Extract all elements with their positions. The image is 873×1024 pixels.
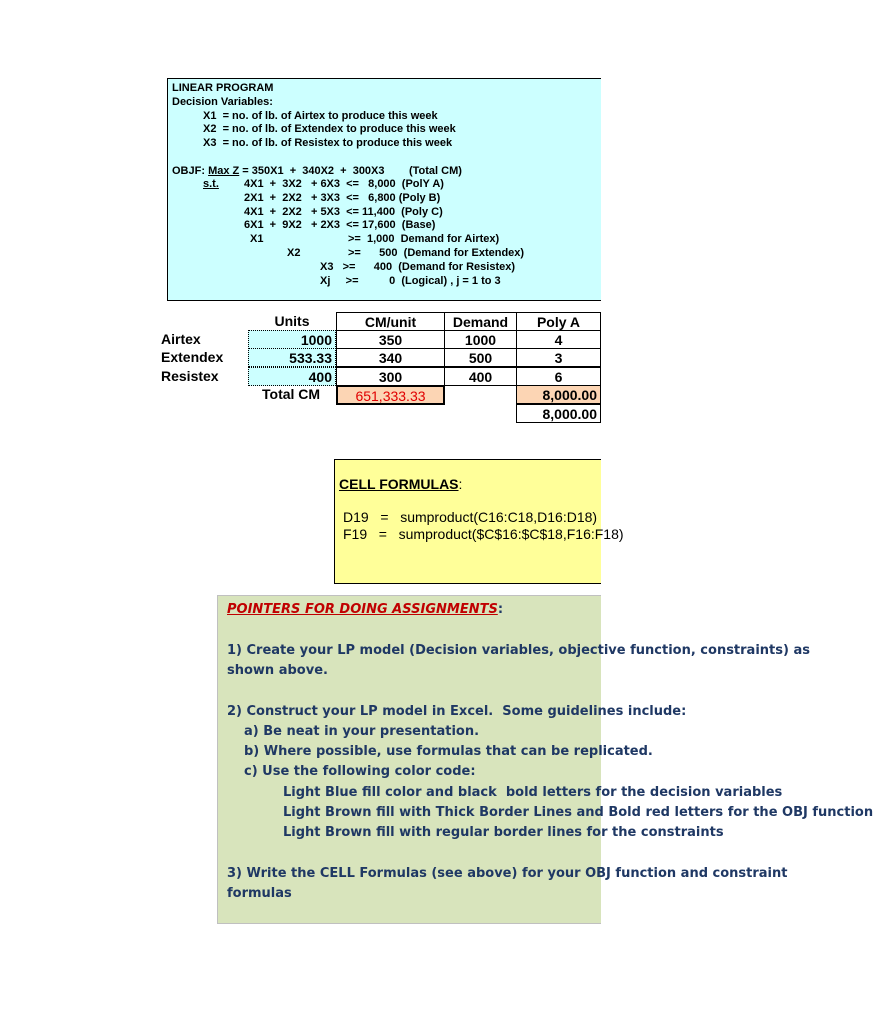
cell-formulas-box	[334, 459, 624, 584]
lp-var-x2: X2 = no. of lb. of Extendex to produce this week	[203, 123, 456, 135]
header-units: Units	[274, 313, 310, 329]
poly-cell-airtex[interactable]: 4	[516, 330, 601, 349]
row-label-resistex: Resistex	[161, 368, 219, 384]
lp-objf-label: OBJF:	[172, 165, 209, 177]
total-cm-value[interactable]: 651,333.33	[336, 385, 445, 405]
poly-a-total[interactable]: 8,000.00	[516, 385, 601, 404]
units-cell-airtex[interactable]: 1000	[248, 330, 336, 349]
lp-objective: = 350X1 + 340X2 + 300X3 (Total CM)	[239, 165, 462, 177]
lp-constraint-xj: Xj >= 0 (Logical) , j = 1 to 3	[320, 275, 501, 287]
lp-constraint-base: 6X1 + 9X2 + 2X3 <= 17,600 (Base)	[244, 219, 436, 231]
lp-title: LINEAR PROGRAM	[172, 82, 274, 94]
cm-cell-airtex[interactable]: 350	[336, 330, 445, 349]
header-cm-unit: CM/unit	[336, 312, 445, 331]
units-cell-resistex[interactable]: 400	[248, 367, 336, 386]
lp-constraint-x2: >= 500 (Demand for Extendex)	[348, 247, 525, 259]
lp-constraint-x1: >= 1,000 Demand for Airtex)	[348, 233, 500, 245]
lp-var-x1: X1 = no. of lb. of Airtex to produce this week	[203, 110, 438, 122]
pointer-2c: c) Use the following color code:	[244, 764, 476, 779]
formula-f19: F19 = sumproduct($C$16:$C$18,F16:F18)	[343, 526, 624, 542]
demand-cell-airtex[interactable]: 1000	[444, 330, 517, 349]
lp-max-z: Max Z	[208, 165, 240, 177]
units-cell-extendex[interactable]: 533.33	[248, 348, 336, 367]
demand-cell-resistex[interactable]: 400	[444, 367, 517, 386]
lp-constraint-x3: X3 >= 400 (Demand for Resistex)	[320, 261, 516, 273]
formula-d19: D19 = sumproduct(C16:C18,D16:D18)	[343, 509, 598, 525]
pointers-box	[217, 595, 873, 924]
pointer-3-line-2: formulas	[227, 886, 292, 901]
cm-cell-extendex[interactable]: 340	[336, 348, 445, 367]
lp-st-label: s.t.	[203, 178, 219, 190]
cell-formulas-title-line	[339, 476, 462, 492]
linear-program-box	[167, 78, 601, 301]
cell-formulas-title: CELL FORMULAS	[339, 476, 459, 492]
header-demand: Demand	[444, 312, 517, 331]
lp-constraint-poly-b: 2X1 + 2X2 + 3X3 <= 6,800 (Poly B)	[244, 192, 441, 204]
pointer-2-line-1: 2) Construct your LP model in Excel. Some guidelines include:	[227, 704, 687, 719]
color-code-light-blue: Light Blue fill color and black bold letters for the decision variables	[283, 785, 783, 800]
lp-constraint-poly-c: 4X1 + 2X2 + 5X3 <= 11,400 (Poly C)	[244, 206, 443, 218]
pointers-colon: :	[497, 602, 504, 617]
pointer-1-line-2: shown above.	[227, 663, 328, 678]
poly-a-rhs[interactable]: 8,000.00	[516, 404, 601, 423]
pointer-3-line-1: 3) Write the CELL Formulas (see above) for your OBJ function and constraint	[227, 866, 788, 881]
lp-constraint-poly-a: 4X1 + 3X2 + 6X3 <= 8,000 (PolY A)	[244, 178, 444, 190]
pointer-2b: b) Where possible, use formulas that can be replicated.	[244, 744, 653, 759]
lp-decision-variables-label: Decision Variables:	[172, 96, 273, 108]
color-code-light-brown-thick: Light Brown fill with Thick Border Lines and Bold red letters for the OBJ function	[283, 805, 873, 820]
lp-constraint-x2-var: X2	[287, 247, 301, 259]
poly-cell-resistex[interactable]: 6	[516, 367, 601, 386]
pointer-2a: a) Be neat in your presentation.	[244, 724, 480, 739]
lp-var-x3: X3 = no. of lb. of Resistex to produce this week	[203, 137, 453, 149]
cm-cell-resistex[interactable]: 300	[336, 367, 445, 386]
pointer-1-line-1: 1) Create your LP model (Decision variables, objective function, constraints) as	[227, 643, 810, 658]
color-code-light-brown-regular: Light Brown fill with regular border lines for the constraints	[283, 825, 724, 840]
lp-objf-line	[172, 165, 462, 179]
header-poly-a: Poly A	[516, 312, 601, 331]
cell-formulas-colon: :	[458, 476, 463, 492]
demand-cell-extendex[interactable]: 500	[444, 348, 517, 367]
pointers-title-line	[227, 602, 503, 617]
total-cm-label: Total CM	[262, 386, 321, 402]
lp-constraint-x1-var: X1	[250, 233, 264, 245]
poly-cell-extendex[interactable]: 3	[516, 348, 601, 367]
row-label-extendex: Extendex	[161, 349, 224, 365]
pointers-title: POINTERS FOR DOING ASSIGNMENTS	[227, 602, 498, 617]
row-label-airtex: Airtex	[161, 331, 201, 347]
